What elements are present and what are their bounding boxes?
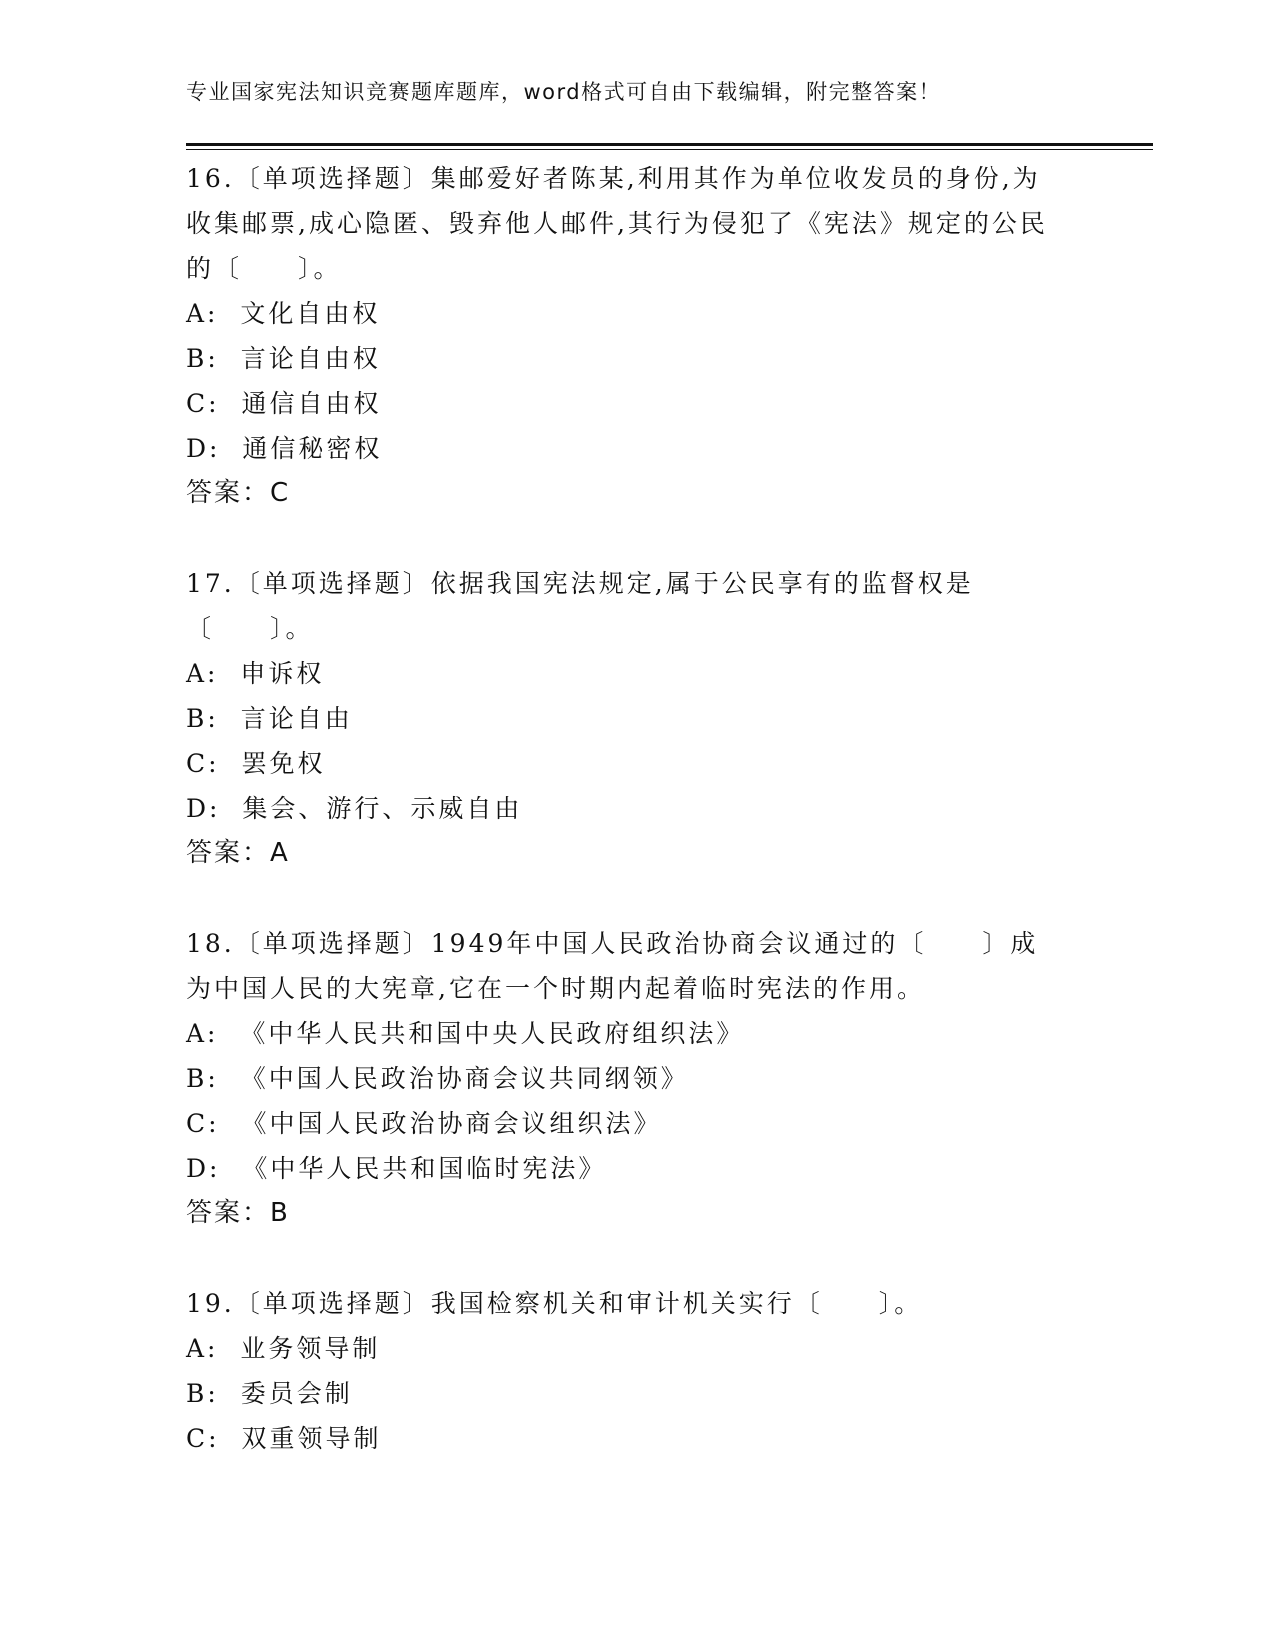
question-spacer [186,516,1086,561]
question-stem: 16.〔单项选择题〕集邮爱好者陈某,利用其作为单位收发员的身份,为收集邮票,成心隐匿、毁弃他人邮件,其行为侵犯了《宪法》规定的公民的〔 〕。 [186,164,1048,283]
question-spacer [186,1236,1086,1281]
option-c: C: 罢免权 [186,749,326,778]
option-c: C: 《中国人民政治协商会议组织法》 [186,1109,662,1138]
option-a: A: 《中华人民共和国中央人民政府组织法》 [186,1019,745,1048]
option-a: A: 申诉权 [186,659,325,688]
option-b: B: 委员会制 [186,1379,353,1408]
question-stem: 19.〔单项选择题〕我国检察机关和审计机关实行〔 〕。 [186,1289,923,1318]
answer-line: 答案：C [186,478,291,508]
option-d: D: 集会、游行、示威自由 [186,794,523,823]
question-16 [186,156,1086,516]
question-stem: 17.〔单项选择题〕依据我国宪法规定,属于公民享有的监督权是〔 〕。 [186,569,974,643]
question-stem: 18.〔单项选择题〕1949年中国人民政治协商会议通过的〔 〕成为中国人民的大宪章,它在一个时期内起着临时宪法的作用。 [186,929,1039,1003]
option-d: D: 通信秘密权 [186,434,383,463]
question-19 [186,1281,1086,1461]
option-a: A: 业务领导制 [186,1334,381,1363]
option-a: A: 文化自由权 [186,299,381,328]
header-rule-thin [186,149,1153,150]
answer-line: 答案：B [186,1198,290,1228]
option-d: D: 《中华人民共和国临时宪法》 [186,1154,607,1183]
question-spacer [186,876,1086,921]
option-b: B: 《中国人民政治协商会议共同纲领》 [186,1064,689,1093]
option-c: C: 通信自由权 [186,389,382,418]
question-17 [186,561,1086,876]
answer-line: 答案：A [186,838,290,868]
question-18 [186,921,1086,1236]
option-b: B: 言论自由 [186,704,353,733]
question-list [186,156,1086,1461]
header-rule-thick [186,143,1153,146]
option-b: B: 言论自由权 [186,344,381,373]
option-c: C: 双重领导制 [186,1424,382,1453]
page-header: 专业国家宪法知识竞赛题库题库，word格式可自由下载编辑，附完整答案！ [186,80,942,104]
